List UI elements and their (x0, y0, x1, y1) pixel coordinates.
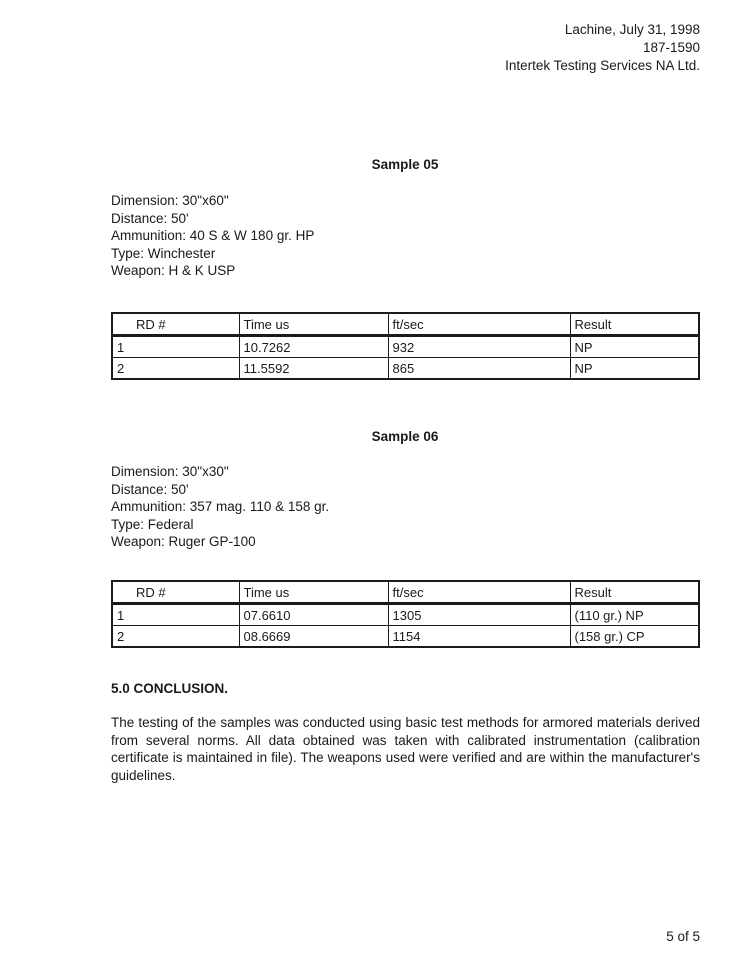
header-cell: ft/sec (388, 313, 570, 336)
sample-06-title: Sample 06 (371, 429, 439, 444)
weapon-line: Weapon: Ruger GP-100 (111, 534, 256, 549)
table-cell: 932 (388, 336, 570, 358)
conclusion-heading: 5.0 CONCLUSION. (111, 681, 229, 696)
header-cell: Time us (239, 581, 388, 604)
document-header (505, 21, 700, 75)
table-cell: 2 (112, 358, 239, 380)
table-row (112, 626, 699, 648)
table-cell: 07.6610 (239, 604, 388, 626)
table-header-row (112, 581, 699, 604)
table-row (112, 358, 699, 380)
dimension-line: Dimension: 30"x60" (111, 193, 229, 208)
sample-06-results-table (111, 580, 700, 648)
header-cell: Result (570, 581, 699, 604)
distance-line: Distance: 50' (111, 210, 189, 226)
header-cell: Result (570, 313, 699, 336)
place-date: Lachine, July 31, 1998 (564, 22, 700, 37)
sample-05-specs (111, 192, 314, 280)
table-cell: 865 (388, 358, 570, 380)
header-cell: RD # (112, 581, 239, 604)
ammunition-line: Ammunition: 357 mag. 110 & 158 gr. (111, 499, 330, 514)
company-name: Intertek Testing Services NA Ltd. (505, 58, 700, 73)
page-number: 5 of 5 (666, 929, 700, 944)
table-row (112, 336, 699, 358)
table-cell: (158 gr.) CP (570, 626, 699, 648)
type-line: Type: Federal (111, 516, 194, 532)
table-cell: 11.5592 (239, 358, 388, 380)
table-cell: 2 (112, 626, 239, 648)
table-cell: 1 (112, 604, 239, 626)
sample-06-specs (111, 463, 329, 551)
table-cell: NP (570, 336, 699, 358)
table-cell: 1154 (388, 626, 570, 648)
header-cell: Time us (239, 313, 388, 336)
table-cell: NP (570, 358, 699, 380)
dimension-line: Dimension: 30"x30" (111, 464, 229, 479)
sample-05-title: Sample 05 (371, 157, 439, 172)
report-number: 187-1590 (642, 40, 700, 55)
table-cell: 1 (112, 336, 239, 358)
distance-line: Distance: 50' (111, 481, 189, 497)
table-cell: 10.7262 (239, 336, 388, 358)
conclusion-paragraph: The testing of the samples was conducted using basic test methods for armored materials derived from several norms. All data obtained was taken with calibrated instrumentation (calibration certificate is maintained in file). The weapons used were verified and are within the manufacturer's guidelines. (111, 715, 700, 783)
header-cell: ft/sec (388, 581, 570, 604)
type-line: Type: Winchester (111, 245, 216, 261)
table-cell: (110 gr.) NP (570, 604, 699, 626)
table-cell: 1305 (388, 604, 570, 626)
table-row (112, 604, 699, 626)
table-cell: 08.6669 (239, 626, 388, 648)
header-cell: RD # (112, 313, 239, 336)
sample-05-results-table (111, 312, 700, 380)
ammunition-line: Ammunition: 40 S & W 180 gr. HP (111, 228, 315, 243)
weapon-line: Weapon: H & K USP (111, 263, 236, 278)
table-header-row (112, 313, 699, 336)
